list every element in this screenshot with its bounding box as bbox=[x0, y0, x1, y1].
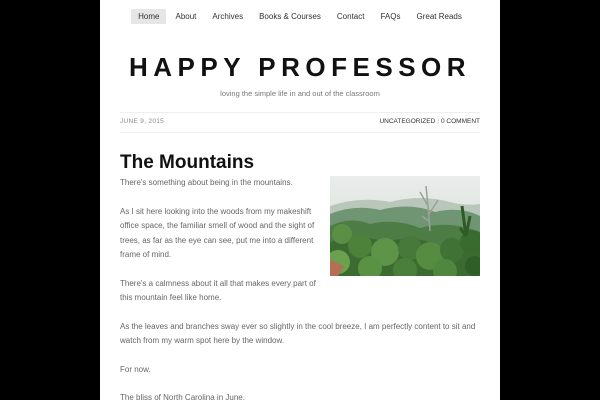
nav-item-about[interactable]: About bbox=[175, 12, 197, 21]
nav-item-great-reads[interactable]: Great Reads bbox=[416, 12, 462, 21]
mountain-photo-image bbox=[330, 176, 480, 276]
post-paragraph: The bliss of North Carolina in June. bbox=[120, 393, 245, 400]
post-meta-right bbox=[379, 113, 480, 130]
main-nav bbox=[100, 9, 500, 24]
post-comments-link[interactable]: 0 COMMENT bbox=[441, 118, 480, 125]
post-title[interactable]: The Mountains bbox=[120, 151, 255, 173]
nav-item-contact[interactable]: Contact bbox=[336, 12, 365, 21]
post-category-link[interactable]: UNCATEGORIZED bbox=[379, 118, 436, 125]
post-paragraph: There's something about being in the mountains. bbox=[120, 178, 293, 187]
post-content bbox=[120, 176, 480, 400]
page-container bbox=[100, 0, 500, 400]
post-paragraph: As the leaves and branches sway ever so slightly in the cool breeze, I am perfectly content to sit and watch from my warm spot here by the window. bbox=[120, 321, 476, 345]
post-paragraph: As I sit here looking into the woods from my makeshift office space, the familiar smell of wood and the sight of trees, as far as the eye can see, put me into a different frame of mind. bbox=[120, 206, 315, 259]
post-paragraph: For now. bbox=[120, 364, 151, 374]
meta-separator: | bbox=[437, 118, 439, 125]
site-tagline: loving the simple life in and out of the classroom bbox=[220, 89, 380, 98]
nav-item-books-courses[interactable]: Books & Courses bbox=[259, 12, 321, 21]
post-paragraph: There's a calmness about it all that makes every part of this mountain feel like home. bbox=[120, 278, 316, 302]
mountain-photo bbox=[330, 176, 480, 276]
nav-item-faqs[interactable]: FAQs bbox=[380, 12, 401, 21]
nav-item-home[interactable]: Home bbox=[131, 9, 166, 24]
post-date[interactable]: JUNE 9, 2015 bbox=[120, 118, 165, 125]
nav-item-archives[interactable]: Archives bbox=[212, 12, 244, 21]
site-title[interactable]: HAPPY PROFESSOR bbox=[128, 52, 472, 82]
post-meta bbox=[120, 112, 480, 133]
